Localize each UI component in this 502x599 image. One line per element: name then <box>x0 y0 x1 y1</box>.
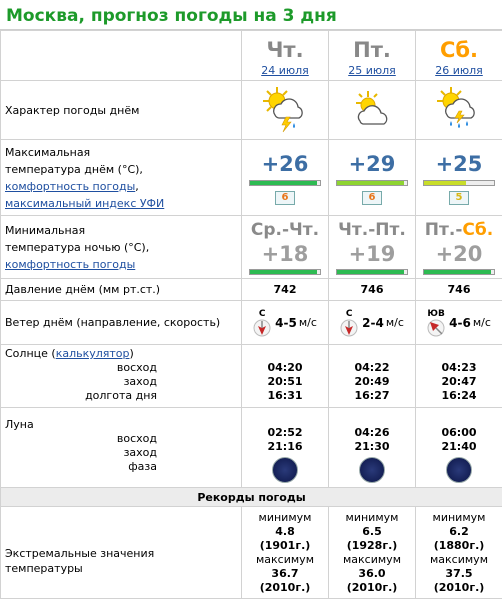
record-cell <box>416 507 502 599</box>
moonrise-label: восход <box>116 432 157 445</box>
wind-cell <box>329 301 416 345</box>
max-temp-label <box>1 140 242 216</box>
moon-cell <box>329 408 416 488</box>
max-temp-cell <box>242 140 329 216</box>
sun-cloud-icon <box>348 85 396 133</box>
daylength-label: долгота дня <box>85 389 157 402</box>
day-date-link[interactable]: 26 июля <box>435 64 483 77</box>
sun-calculator-link[interactable]: калькулятор <box>55 347 130 360</box>
wind-cell <box>416 301 502 345</box>
comfort-bar-fill <box>424 181 466 185</box>
day-date-link[interactable]: 25 июля <box>348 64 396 77</box>
moon-row <box>1 408 502 488</box>
wind-speed: 4-5 <box>275 315 297 330</box>
days-header-row <box>1 31 502 81</box>
sunset-time: 20:51 <box>267 375 303 388</box>
record-min-label: минимум <box>345 510 399 524</box>
wind-unit: м/с <box>385 316 404 329</box>
sun-times-cell <box>242 345 329 408</box>
uv-index-link[interactable]: максимальный индекс УФИ <box>5 196 165 210</box>
extreme-label <box>1 507 242 599</box>
record-max-value: 36.0 <box>358 566 386 580</box>
night-from: Чт.- <box>338 220 376 240</box>
sunset-time: 20:47 <box>441 375 477 388</box>
record-max-year: (2010г.) <box>346 580 398 594</box>
row-label: Характер погоды днём <box>1 81 242 140</box>
wind-direction: ЮВ <box>427 308 445 319</box>
comfort-link[interactable]: комфортность погоды <box>5 257 136 271</box>
record-min-label: минимум <box>258 510 312 524</box>
record-max-value: 37.5 <box>445 566 473 580</box>
wind-direction: С <box>258 308 266 319</box>
pressure-value: 742 <box>242 279 329 301</box>
wind-speed: 4-6 <box>449 315 471 330</box>
moonrise-time: 06:00 <box>441 426 477 439</box>
record-cell <box>329 507 416 599</box>
night-from: Ср.- <box>250 220 290 240</box>
comfort-bar <box>423 269 495 275</box>
label-line: температура ночью (°С), <box>5 240 150 254</box>
comfort-bar-fill <box>250 181 317 185</box>
pressure-value: 746 <box>416 279 502 301</box>
max-temp-cell <box>416 140 502 216</box>
record-min-year: (1880г.) <box>433 538 485 552</box>
wind-unit: м/с <box>298 316 317 329</box>
record-min-value: 6.5 <box>362 524 382 538</box>
moon-phase-label: фаза <box>128 460 157 473</box>
empty-corner <box>1 31 242 81</box>
min-temp-label <box>1 216 242 279</box>
label-line: Максимальная <box>5 145 91 159</box>
record-max-label: максимум <box>430 552 488 566</box>
day-name: Сб. <box>439 38 479 62</box>
comfort-bar <box>336 269 408 275</box>
uv-index-badge: 6 <box>275 191 295 205</box>
day-column-2 <box>416 31 502 81</box>
comfort-bar-fill <box>250 270 317 274</box>
min-temp-value: +19 <box>348 242 396 266</box>
pressure-value: 746 <box>329 279 416 301</box>
comfort-bar <box>249 180 321 186</box>
record-min-year: (1901г.) <box>259 538 311 552</box>
pressure-row <box>1 279 502 301</box>
moon-phase-icon <box>272 457 298 483</box>
wind-row <box>1 301 502 345</box>
comfort-bar <box>336 180 408 186</box>
sunrise-label: восход <box>116 361 157 374</box>
page-title: Москва, прогноз погоды на 3 дня <box>0 0 502 30</box>
sun-times-cell <box>416 345 502 408</box>
records-header-row <box>1 488 502 507</box>
record-min-label: минимум <box>432 510 486 524</box>
uv-index-badge: 5 <box>449 191 469 205</box>
min-temp-cell <box>242 216 329 279</box>
comfort-link[interactable]: комфортность погоды <box>5 179 136 193</box>
min-temp-value: +20 <box>435 242 483 266</box>
night-to: Пт. <box>375 220 406 240</box>
record-min-value: 6.2 <box>449 524 469 538</box>
forecast-table <box>0 30 502 599</box>
sun-row <box>1 345 502 408</box>
record-max-label: максимум <box>256 552 314 566</box>
uv-index-badge: 6 <box>362 191 382 205</box>
daylength-value: 16:24 <box>441 389 477 402</box>
moon-label <box>1 408 242 488</box>
comfort-bar <box>249 269 321 275</box>
day-column-0 <box>242 31 329 81</box>
max-temp-cell <box>329 140 416 216</box>
day-name: Чт. <box>266 38 304 62</box>
max-temp-value: +26 <box>261 152 309 176</box>
comfort-bar-fill <box>337 270 404 274</box>
weather-icon-cell <box>329 81 416 140</box>
label-line: температура днём (°С), <box>5 162 143 176</box>
sunset-label: заход <box>123 375 157 388</box>
night-range-label <box>416 219 502 241</box>
wind-unit: м/с <box>472 316 491 329</box>
sun-prefix: Солнце ( <box>5 347 56 360</box>
comfort-bar <box>423 180 495 186</box>
min-temp-row <box>1 216 502 279</box>
daylength-value: 16:31 <box>267 389 303 402</box>
sun-cloud-storm-rain-icon <box>435 85 483 133</box>
max-temp-value: +29 <box>348 152 396 176</box>
comfort-suffix: , <box>135 179 139 193</box>
record-max-label: максимум <box>343 552 401 566</box>
wind-arrow-northwest-icon <box>427 319 445 337</box>
label-line: температуры <box>5 561 83 575</box>
sunset-time: 20:49 <box>354 375 390 388</box>
wind-label: Ветер днём (направление, скорость) <box>1 301 242 345</box>
weather-icon-cell <box>416 81 502 140</box>
label-line: Экстремальные значения <box>5 546 155 560</box>
day-date-link[interactable]: 24 июля <box>261 64 309 77</box>
weather-icon-cell <box>242 81 329 140</box>
night-to: Чт. <box>289 220 320 240</box>
moonset-time: 21:40 <box>441 440 477 453</box>
moon-cell <box>416 408 502 488</box>
comfort-bar-fill <box>424 270 491 274</box>
max-temp-value: +25 <box>435 152 483 176</box>
sun-suffix: ) <box>129 347 134 360</box>
night-from: Пт.- <box>424 220 463 240</box>
moonset-time: 21:30 <box>354 440 390 453</box>
records-heading: Рекорды погоды <box>1 488 502 507</box>
night-range-label <box>329 219 415 241</box>
wind-cell <box>242 301 329 345</box>
moon-title: Луна <box>5 418 34 431</box>
wind-arrow-south-icon <box>340 319 358 337</box>
record-min-year: (1928г.) <box>346 538 398 552</box>
comfort-bar-fill <box>337 181 404 185</box>
night-range-label <box>242 219 328 241</box>
moonrise-time: 04:26 <box>354 426 390 439</box>
moon-phase-icon <box>359 457 385 483</box>
min-temp-value: +18 <box>261 242 309 266</box>
records-row <box>1 507 502 599</box>
moon-phase-icon <box>446 457 472 483</box>
sunrise-time: 04:22 <box>354 361 390 374</box>
sunrise-time: 04:20 <box>267 361 303 374</box>
record-max-year: (2010г.) <box>259 580 311 594</box>
min-temp-cell <box>416 216 502 279</box>
record-max-value: 36.7 <box>271 566 299 580</box>
wind-speed: 2-4 <box>362 315 384 330</box>
moon-cell <box>242 408 329 488</box>
moonrise-time: 02:52 <box>267 426 303 439</box>
moonset-time: 21:16 <box>267 440 303 453</box>
night-to: Сб. <box>462 220 494 240</box>
daylength-value: 16:27 <box>354 389 390 402</box>
day-column-1 <box>329 31 416 81</box>
sun-times-cell <box>329 345 416 408</box>
weather-character-row <box>1 81 502 140</box>
day-name: Пт. <box>353 38 391 62</box>
moonset-label: заход <box>123 446 157 459</box>
min-temp-cell <box>329 216 416 279</box>
sun-cloud-storm-rain-icon <box>261 85 309 133</box>
record-min-value: 4.8 <box>275 524 295 538</box>
record-cell <box>242 507 329 599</box>
label-line: Минимальная <box>5 223 86 237</box>
max-temp-row <box>1 140 502 216</box>
sunrise-time: 04:23 <box>441 361 477 374</box>
pressure-label: Давление днём (мм рт.ст.) <box>1 279 242 301</box>
sun-label <box>1 345 242 408</box>
wind-direction: С <box>345 308 353 319</box>
wind-arrow-south-icon <box>253 319 271 337</box>
record-max-year: (2010г.) <box>433 580 485 594</box>
